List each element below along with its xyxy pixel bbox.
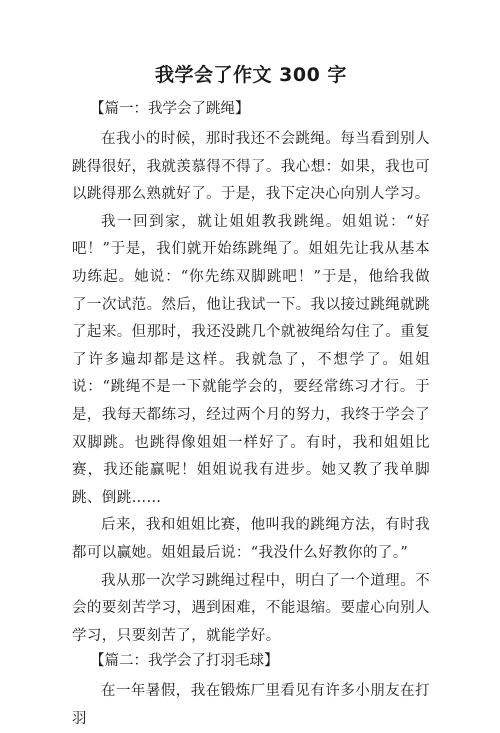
- paragraph: 在一年暑假，我在锻炼厂里看见有许多小朋友在打羽: [72, 683, 430, 727]
- section-one: [72, 98, 430, 650]
- paragraph: 我一回到家，就让姐姐教我跳绳。姐姐说：“好吧！”于是，我们就开始练跳绳了。姐姐先让我从基本功练起。她说：“你先练双脚跳吧！”于是，他给我做了一次试范。然后，他让我试一下。我以接过跳绳就跳了起来。但那时，我还没跳几个就被绳给勾住了。重复了许多遍却都是这样。我就急了，不想学了。姐姐说：“跳绳不是一下就能学会的，要经常练习才行。于是，我每天都练习，经过两个月的努力，我终于学会了双脚跳。也跳得像姐姐一样好了。有时，我和姐姐比赛，我还能赢呢！姐姐说我有进步。她又教了我单脚跳、倒跳……: [72, 213, 430, 506]
- document-page: [72, 62, 430, 733]
- section-two: [72, 650, 430, 733]
- paragraph: 在我小的时候，那时我还不会跳绳。每当看到别人跳得很好，我就羡慕得不得了。我心想：如果，我也可以跳得那么熟就好了。于是，我下定决心向别人学习。: [72, 131, 430, 203]
- section-heading: 【篇一：我学会了跳绳】: [90, 101, 250, 117]
- document-title: 我学会了作文 300 字: [155, 64, 347, 86]
- section-heading: 【篇二：我学会了打羽毛球】: [90, 653, 279, 670]
- paragraph: 我从那一次学习跳绳过程中，明白了一个道理。不会的要刻苦学习，遇到困难，不能退缩。要虚心向别人学习，只要刻苦了，就能学好。: [72, 572, 430, 644]
- paragraph: 后来，我和姐姐比赛，他叫我的跳绳方法，有时我都可以赢她。姐姐最后说：“我没什么好教你的了。”: [72, 517, 430, 561]
